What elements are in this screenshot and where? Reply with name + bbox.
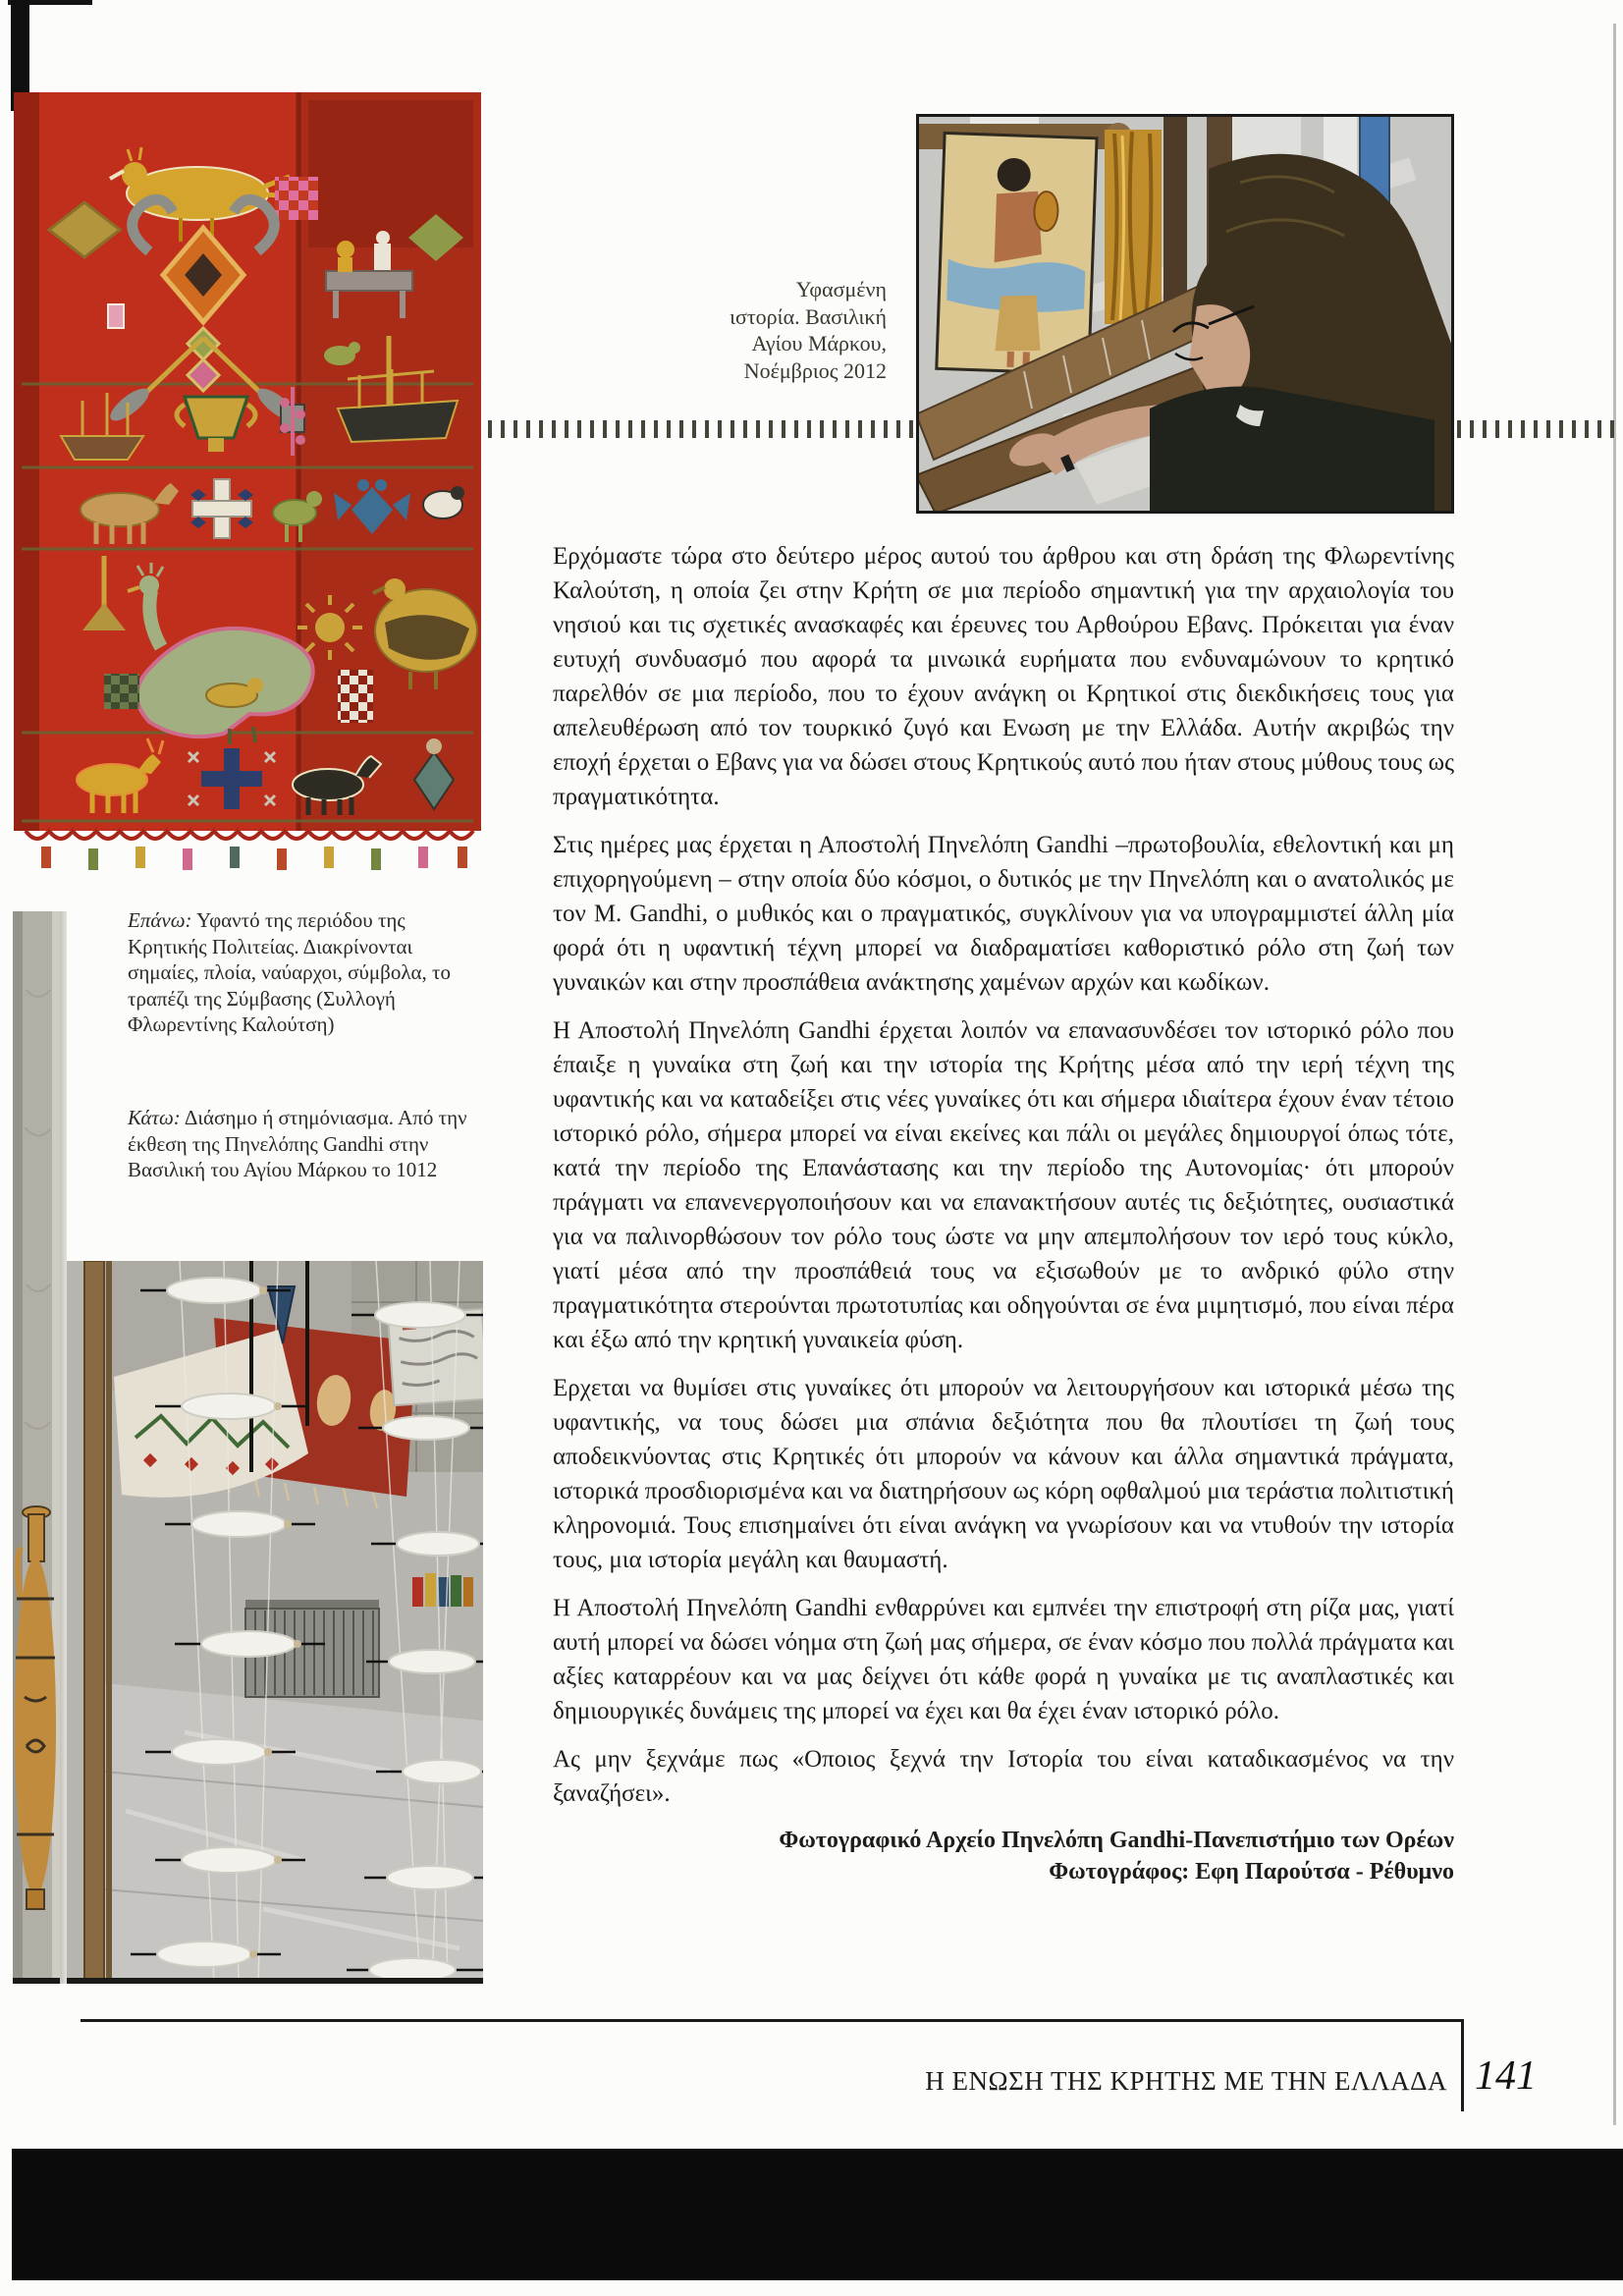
weaver-photo-illustration bbox=[916, 114, 1454, 514]
article-paragraph: Η Αποστολή Πηνελόπη Gandhi έρχεται λοιπόν να επανασυνδέσει τον ιστορικό ρόλο που έπαιξε η γυναίκα στη ζωή και την ιστορία της Κρήτης μέσα από την ιερή τέχνη της υφαντικής και να καταδείξει στις νέες γυναίκες ότι και σήμερα ιδιαίτερα έχουν έναν τέτοιο ιστορικό ρόλο, σήμερα μπορεί να είναι εκείνες και πάλι οι μεγάλες δημιουργοί όπως τότε, κατά την περίοδο της Επανάστασης και την περίοδο της Αυτονομίας· ότι μπορούν πράγματι να επανενεργοποιήσουν και να επανακτήσουν αυτές τις δεξιότητες, ουσιαστικά για να παλινορθώσουν τον ρόλο τους ώστε να μην απεμπολήσουν τον ιερό τους κύκλο, γιατί μέσα από την προσπάθειά τους να εξισωθούν με το ανδρικό φύλο στην πραγματικότητα στερούνται πρωτοτυπίας και οδηγούνται σε ένα μιμητισμό, που είναι πέρα και έξω από την κρητική γυναικεία φύση. bbox=[553, 1017, 1454, 1353]
installation-photo-illustration bbox=[67, 1261, 483, 1984]
page-gutter-fold bbox=[60, 911, 67, 1984]
dashed-separator-left bbox=[488, 420, 914, 438]
caption-installation-label: Κάτω: bbox=[128, 1106, 181, 1129]
tapestry-figure bbox=[14, 92, 481, 878]
photo-credit-line: Φωτογραφικό Αρχείο Πηνελόπη Gandhi-Πανεπιστήμιο των Ορέων bbox=[779, 1828, 1454, 1853]
caption-tapestry bbox=[128, 907, 475, 1038]
installation-photo bbox=[67, 1261, 483, 1984]
footer-rule bbox=[81, 2019, 1463, 2022]
article-paragraph: Η Αποστολή Πηνελόπη Gandhi ενθαρρύνει και εμπνέει την επιστροφή στη ρίζα μας, γιατί αυτή μπορεί να δώσει νόημα στη ζωή μας σήμερα, σε έναν κόσμο που πολλά πράγματα και αξίες καταρρέουν και να μας δείχνει ότι κάθε φορά η γυναίκα με τις αναπλαστικές και δημιουργικές δυνάμεις της μπορεί να έχει και θα έχει έναν ιστορικό ρόλο. bbox=[553, 1595, 1454, 1724]
article-paragraph: Στις ημέρες μας έρχεται η Αποστολή Πηνελόπη Gandhi –πρωτοβουλία, εθελοντική και μη επιχορηγούμενη – στην οποία δύο κόσμοι, ο δυτικός με την Πηνελόπη και ο ανατολικός με τον Μ. Gandhi, ο μυθικός και ο πραγματικός, συγκλίνουν για να υπογραμμιστεί άλλη μία φορά ότι η υφαντική τέχνη μπορεί να διαδραματίσει καθοριστικό ρόλο στη ζωή των γυναικών και στην προσπάθεια ανάκτησης χαμένων αρχών και κωδίκων. bbox=[553, 832, 1454, 996]
photo-credit-line: Φωτογράφος: Εφη Παρούτσα - Ρέθυμνο bbox=[1049, 1859, 1454, 1885]
article-paragraph: Ερχόμαστε τώρα στο δεύτερο μέρος αυτού του άρθρου και στη δράση της Φλωρεντίνης Καλούτση, η οποία ζει στην Κρήτη σε μια περίοδο σημαντική για την αρχαιολογία του νησιού και τις σχετικές ανασκαφές και έρευνες του Αρθούρου Εβανς. Πρόκειται για έναν ευτυχή συνδυασμό που αφορά τα μινωικά ευρήματα που ενδυναμώνουν το κρητικό παρελθόν σε μια περίοδο, που το έχουν ανάγκη οι Κρητικοί στις διεκδικήσεις τους για απελευθέρωση από τον τουρκικό ζυγό και Ενωση με την Ελλάδα. Αυτήν ακριβώς την εποχή έρχεται ο Εβανς για να δώσει στους Κρητικούς αυτό που ήταν στους μύθους τους ως πραγματικότητα. bbox=[553, 543, 1454, 810]
footer-section-title: Η ΕΝΩΣΗ ΤΗΣ ΚΡΗΤΗΣ ΜΕ ΤΗΝ ΕΛΛΑΔΑ bbox=[925, 2066, 1447, 2096]
photo-caption-line: Υφασμένη bbox=[795, 277, 887, 301]
photo-caption-line: ιστορία. Βασιλική bbox=[730, 303, 887, 329]
caption-tapestry-label: Επάνω: bbox=[128, 908, 192, 932]
tapestry-illustration bbox=[14, 92, 481, 878]
article-body bbox=[553, 539, 1454, 1887]
photo-credits bbox=[553, 1825, 1454, 1887]
page-edge-line bbox=[1613, 24, 1616, 2125]
amphora-page-edge bbox=[13, 911, 60, 1984]
footer-divider bbox=[1461, 2019, 1464, 2111]
page-number: 141 bbox=[1475, 2053, 1537, 2099]
article-paragraph: Ας μην ξεχνάμε πως «Οποιος ξεχνά την Ιστορία του είναι καταδικασμένος να την ξαναζήσει». bbox=[553, 1746, 1454, 1807]
photo-caption bbox=[589, 276, 887, 384]
caption-installation bbox=[128, 1105, 475, 1183]
amphora-strip-illustration bbox=[13, 911, 60, 1984]
caption-installation-text: Διάσημο ή στημόνιασμα. Από την έκθεση της Πηνελόπης Gandhi στην Βασιλική του Αγίου Μάρκου το 1012 bbox=[128, 1106, 467, 1181]
article-paragraph: Ερχεται να θυμίσει στις γυναίκες ότι μπορούν να λειτουργήσουν και ιστορικά μέσω της υφαντικής, να τους δώσει μια σπάνια δεξιότητα που θα πλουτίσει τη ζωή τους αποδεικνύοντας στις Κρητικές ότι μπορούν να κάνουν και άλλα σημαντικά πράγματα, ιστορικά προσδιορισμένα και να διατηρήσουν ως κόρη οφθαλμού μια τεράστια πολιτιστική κληρονομιά. Τους επισημαίνει ότι είναι ανάγκη να γνωρίσουν και να ντυθούν την ιστορία τους, μια ιστορία μεγάλη και θαυμαστή. bbox=[553, 1375, 1454, 1573]
scan-edge-band-bottom bbox=[12, 2149, 1623, 2280]
caption-tapestry-text: Υφαντό της περιόδου της Κρητικής Πολιτείας. Διακρίνονται σημαίες, πλοία, ναύαρχοι, σύμβολα, το τραπέζι της Σύμβασης (Συλλογή Φλωρεντίνης Καλούτση) bbox=[128, 908, 451, 1036]
dashed-separator-right bbox=[1457, 420, 1614, 438]
weaver-photo bbox=[916, 114, 1454, 514]
photo-caption-line: Αγίου Μάρκου, bbox=[751, 331, 887, 355]
photo-caption-line: Νοέμβριος 2012 bbox=[743, 357, 887, 383]
